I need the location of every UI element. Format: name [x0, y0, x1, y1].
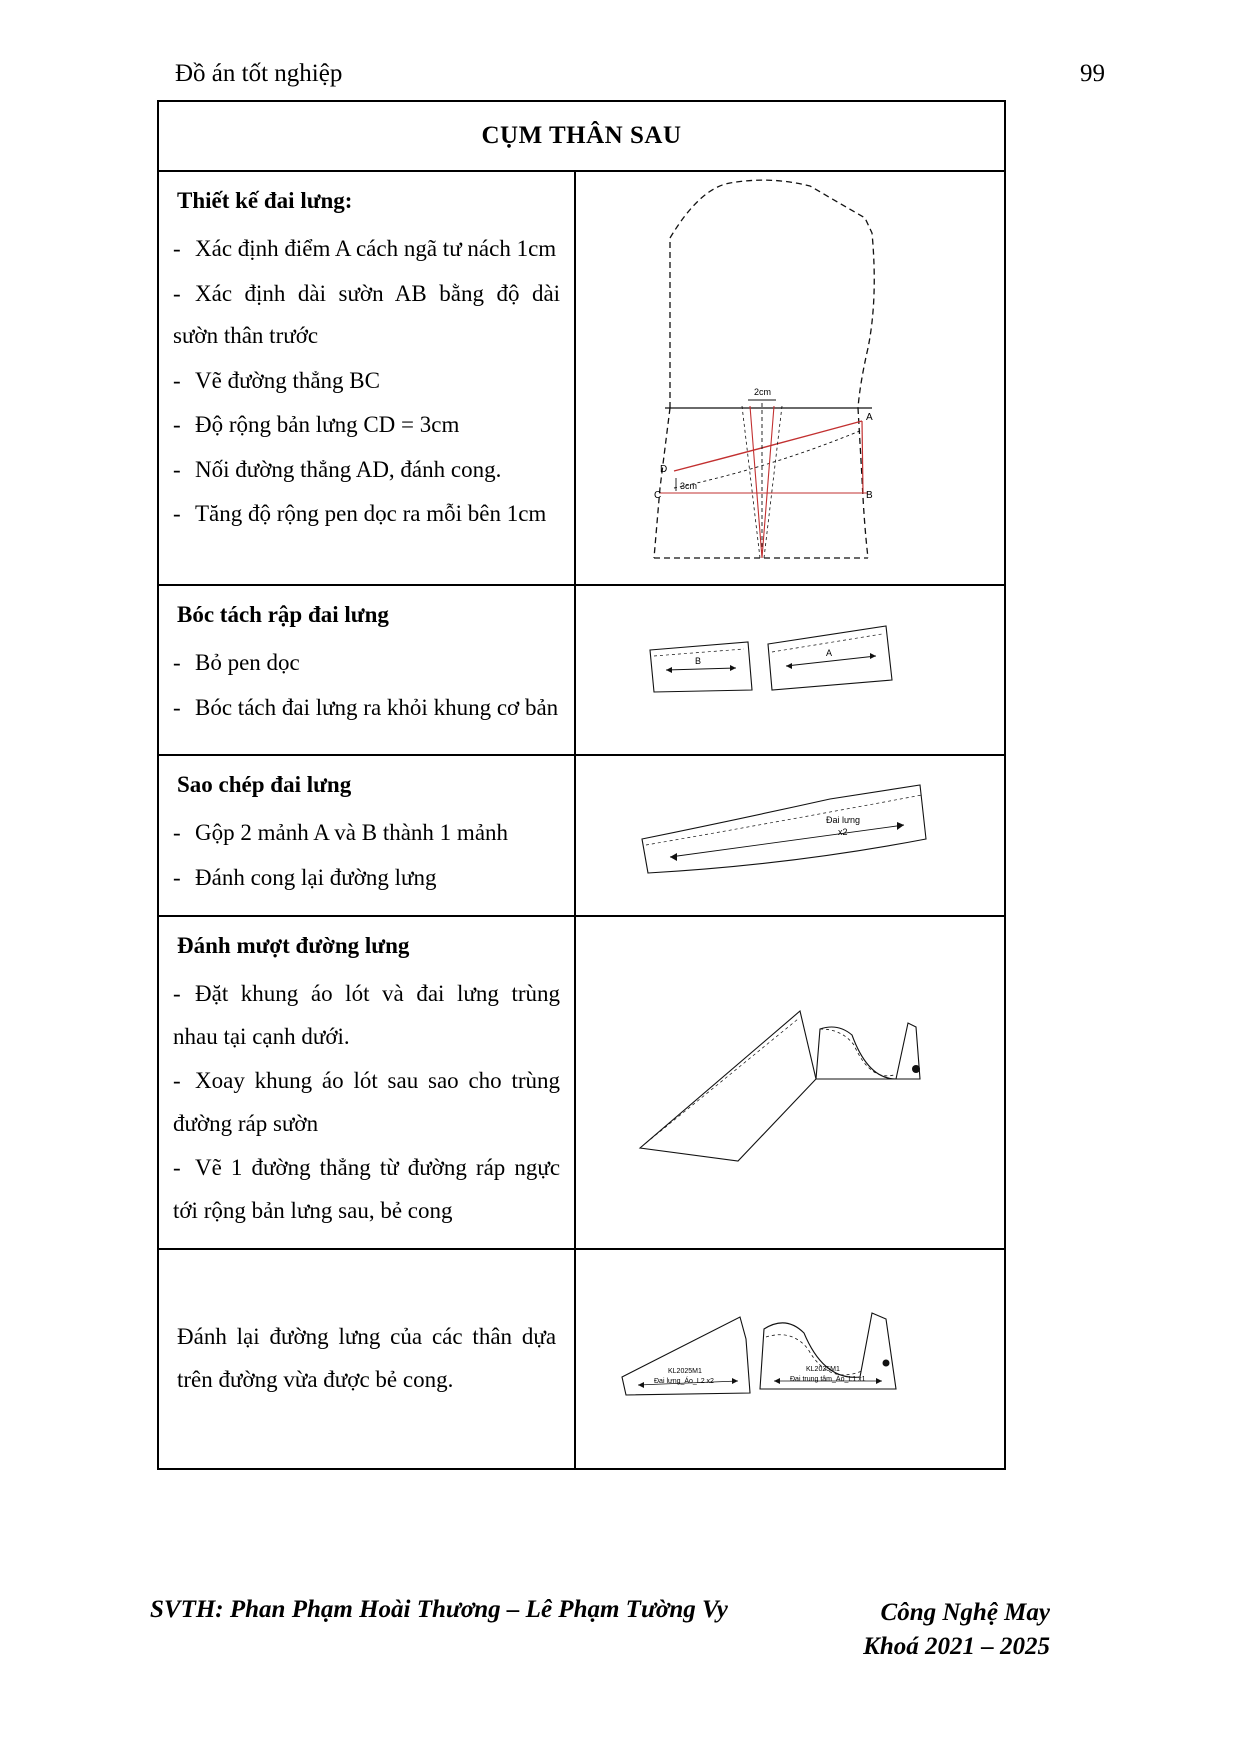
notch-dot [883, 1360, 890, 1367]
row-2-text-cell [159, 586, 576, 754]
smoothed-waistline-diagram [620, 983, 960, 1183]
label-2cm: 2cm [754, 387, 772, 397]
waistband-pieces-diagram [640, 620, 940, 720]
table-row [159, 756, 1004, 917]
footer-course: Khoá 2021 – 2025 [863, 1632, 1050, 1660]
dash-marker: - [173, 501, 181, 527]
dash-marker: - [173, 650, 181, 675]
list-item-label: Bỏ pen dọc [195, 650, 300, 675]
footer-major: Công Nghệ May [880, 1599, 1050, 1626]
dash-marker: - [173, 1068, 181, 1094]
list-item [173, 642, 560, 685]
list-item [173, 228, 560, 271]
list-item [173, 273, 560, 358]
list-item [173, 449, 560, 492]
row-4-bullet-list [173, 973, 560, 1232]
list-item [173, 1060, 560, 1145]
row-1-figure-cell [576, 172, 1004, 584]
dash-marker: - [173, 694, 181, 720]
label-point-d: D [660, 464, 668, 475]
list-item [173, 687, 560, 730]
list-item-label: Gộp 2 mảnh A và B thành 1 mảnh [195, 820, 509, 845]
content-table [157, 100, 1006, 1470]
header-title: Đồ án tốt nghiệp [175, 60, 343, 87]
page-footer [150, 1596, 1050, 1664]
label-point-c: C [654, 490, 662, 501]
dash-marker: - [173, 456, 181, 482]
notch-dot [912, 1065, 920, 1073]
label-point-a: A [866, 412, 873, 423]
row-2-figure-cell [576, 586, 1004, 754]
table-row [159, 917, 1004, 1250]
final-pattern-pieces-diagram [610, 1289, 970, 1429]
row-1-bullet-list [173, 228, 560, 536]
back-bodice-pattern-diagram [610, 178, 970, 578]
list-item-label: Xác định điểm A cách ngã tư nách 1cm [195, 236, 557, 261]
row-3-text-cell [159, 756, 576, 915]
list-item [173, 812, 560, 855]
dash-marker: - [173, 864, 181, 890]
row-5-paragraph: Đánh lại đường lưng của các thân dựa trên đường vừa được bẻ cong. [177, 1323, 557, 1393]
table-row [159, 586, 1004, 756]
list-item-label: Bóc tách đai lưng ra khỏi khung cơ bản [195, 694, 559, 720]
list-item-label: Độ rộng bản lưng CD = 3cm [195, 412, 460, 438]
table-title: CỤM THÂN SAU [481, 122, 682, 149]
row-4-text-cell [159, 917, 576, 1248]
row-4-heading: Đánh mượt đường lưng [177, 933, 410, 959]
page-number: 99 [1080, 60, 1105, 87]
dash-marker: - [173, 236, 181, 261]
list-item [173, 493, 560, 536]
table-title-row [159, 102, 1004, 172]
list-item-label: Vẽ 1 đường thẳng từ đường ráp ngực tới rộng bản lưng sau, bẻ cong [173, 1155, 561, 1223]
list-item-label: Tăng độ rộng pen dọc ra mỗi bên 1cm [195, 501, 547, 527]
footer-department [863, 1596, 1050, 1664]
table-row [159, 1250, 1004, 1468]
dash-marker: - [173, 820, 181, 845]
page-header [175, 60, 1105, 88]
label-3cm: 3cm [680, 481, 698, 491]
row-5-text-cell [159, 1250, 576, 1468]
row-2-heading: Bóc tách rập đai lưng [177, 602, 389, 627]
row-5-figure-cell [576, 1250, 1004, 1468]
list-item [173, 857, 560, 900]
list-item [173, 1147, 560, 1232]
row-4-figure-cell [576, 917, 1004, 1248]
label-point-b: B [866, 490, 873, 501]
label-piece-a: A [826, 648, 833, 658]
dash-marker: - [173, 1155, 181, 1181]
row-3-figure-cell [576, 756, 1004, 915]
row-1-heading: Thiết kế đai lưng: [177, 188, 353, 213]
label-piece-b: B [695, 656, 702, 666]
label-right-code: KL2025M1 [806, 1366, 840, 1374]
dash-marker: - [173, 367, 181, 393]
dash-marker: - [173, 280, 181, 306]
list-item-label: Nối đường thẳng AD, đánh cong. [195, 456, 502, 482]
label-left-code: KL2025M1 [668, 1368, 702, 1376]
dash-marker: - [173, 981, 181, 1007]
dash-marker: - [173, 412, 181, 438]
row-3-bullet-list [173, 812, 560, 899]
list-item [173, 360, 560, 403]
row-3-heading: Sao chép đai lưng [177, 772, 352, 797]
table-row [159, 172, 1004, 586]
label-right-name: Đai trung tâm_Áo_L1 x1 [790, 1376, 866, 1384]
list-item-label: Vẽ đường thẳng BC [195, 367, 380, 393]
list-item [173, 404, 560, 447]
label-piece-name: Đai lưng [826, 814, 861, 825]
label-left-name: Đai lưng_Áo_L2 x2 [654, 1378, 714, 1386]
merged-waistband-diagram [630, 781, 950, 891]
row-1-text-cell [159, 172, 576, 584]
label-piece-qty: x2 [838, 826, 848, 837]
row-2-bullet-list [173, 642, 560, 729]
footer-students: SVTH: Phan Phạm Hoài Thương – Lê Phạm Tường Vy [150, 1596, 728, 1623]
list-item-label: Đánh cong lại đường lưng [195, 864, 437, 890]
list-item-label: Xoay khung áo lót sau sao cho trùng đường ráp sườn [173, 1068, 561, 1136]
list-item-label: Đặt khung áo lót và đai lưng trùng nhau tại cạnh dưới. [173, 981, 561, 1049]
list-item [173, 973, 560, 1058]
list-item-label: Xác định dài sườn AB bằng độ dài sườn thân trước [173, 280, 561, 349]
